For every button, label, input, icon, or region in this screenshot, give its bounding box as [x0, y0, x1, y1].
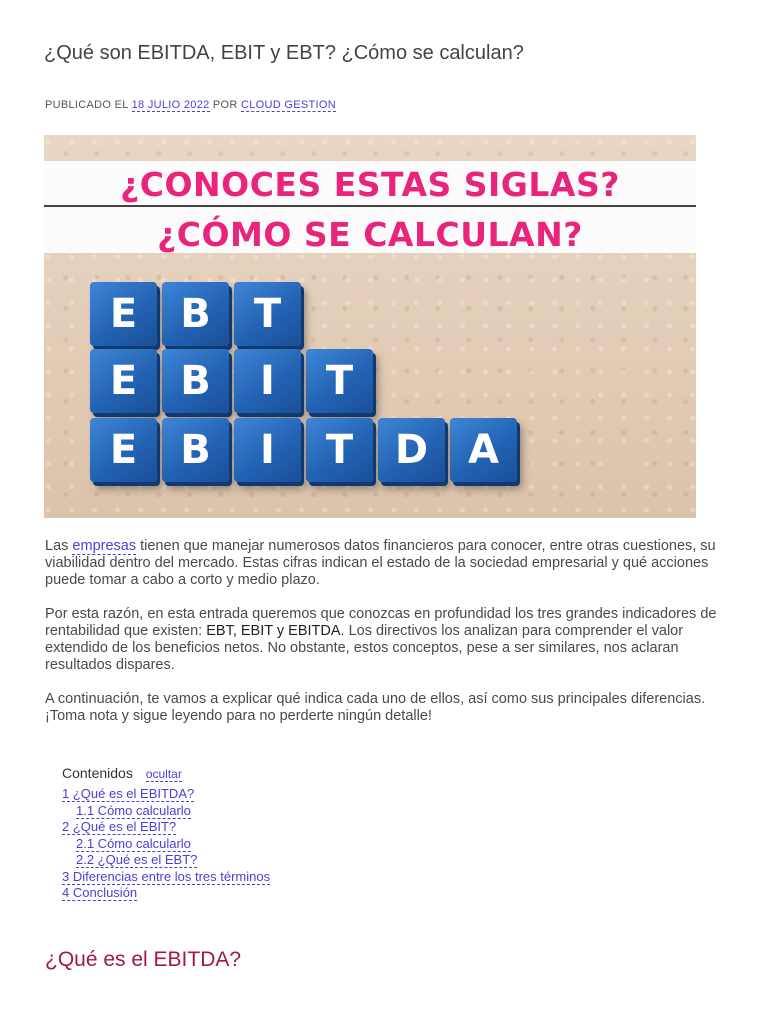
- toc-list: [62, 786, 270, 902]
- toc-link[interactable]: 2 ¿Qué es el EBIT?: [62, 819, 177, 834]
- letter-tile: T: [306, 418, 373, 482]
- p1-text-end: tienen que manejar numerosos datos financieros para conocer, entre otras cuestiones, su viabilidad dentro del mercado. Estas cifras indican el estado de la sociedad empresarial y qué acciones puede tomar a cabo a corto y medio plazo.: [45, 538, 716, 588]
- letter-tile: D: [378, 418, 445, 482]
- toc-link[interactable]: 4 Conclusión: [62, 885, 138, 900]
- toc-link[interactable]: 3 Diferencias entre los tres términos: [62, 868, 271, 884]
- toc-link[interactable]: 2.1 Cómo calcularlo: [76, 835, 191, 851]
- empresas-link[interactable]: empresas: [72, 538, 137, 554]
- letter-tile: E: [90, 282, 157, 346]
- paragraph-1: [45, 538, 725, 589]
- letter-tile: B: [162, 349, 229, 413]
- post-meta: [45, 99, 336, 111]
- letter-tile: I: [234, 418, 301, 482]
- toc-item: [62, 819, 270, 836]
- toc-link[interactable]: 2.2 ¿Qué es el EBT?: [76, 852, 198, 867]
- toc-item: [62, 885, 270, 902]
- letter-tile: I: [234, 349, 301, 413]
- paragraph-3: A continuación, te vamos a explicar qué indica cada uno de ellos, así como sus principales diferencias. ¡Toma nota y sigue leyendo para no perderte ningún detalle!: [45, 691, 706, 724]
- p2-highlight: EBT, EBIT y EBITDA: [206, 623, 341, 639]
- toc-item: [62, 852, 270, 869]
- p1-text-start: Las: [45, 538, 73, 554]
- section-heading: ¿Qué es el EBITDA?: [45, 948, 242, 971]
- paragraph-2: [45, 606, 725, 674]
- hero-headline-1: ¿CONOCES ESTAS SIGLAS?: [120, 165, 620, 204]
- letter-tile: E: [90, 349, 157, 413]
- letter-tile: A: [450, 418, 517, 482]
- letter-tile: T: [306, 349, 373, 413]
- toc-header: [62, 765, 270, 782]
- meta-author-link[interactable]: CLOUD GESTION: [241, 99, 336, 111]
- toc-link[interactable]: 1.1 Cómo calcularlo: [76, 802, 191, 818]
- letter-tile: B: [162, 282, 229, 346]
- toc-item: [62, 786, 270, 803]
- page-title: ¿Qué son EBITDA, EBIT y EBT? ¿Cómo se calculan?: [44, 42, 524, 64]
- meta-published-label: PUBLICADO EL: [45, 99, 129, 111]
- toc-link[interactable]: 1 ¿Qué es el EBITDA?: [62, 786, 195, 801]
- toc-item: [62, 869, 270, 886]
- table-of-contents: [62, 765, 270, 902]
- toc-item: [62, 836, 270, 853]
- toc-item: [62, 803, 270, 820]
- letter-tile: B: [162, 418, 229, 482]
- letter-tile: E: [90, 418, 157, 482]
- toc-toggle-button[interactable]: ocultar: [145, 767, 182, 781]
- letter-tile: T: [234, 282, 301, 346]
- meta-date-link[interactable]: 18 JULIO 2022: [131, 99, 210, 111]
- meta-by-label: POR: [212, 99, 238, 111]
- hero-headline-2: ¿CÓMO SE CALCULAN?: [157, 215, 583, 254]
- p2-text-start: Por esta razón, en esta entrada queremos que conozcas en profundidad los tres grandes indicadores de rentabilidad que existen:: [45, 606, 717, 639]
- hero-divider: [44, 205, 696, 207]
- toc-title: Contenidos: [62, 765, 133, 781]
- article-body: [45, 538, 725, 742]
- p2-text-end: . Los directivos los analizan para comprender el valor extendido de los beneficios netos. No obstante, estos conceptos, pese a ser similares, nos aclaran resultados dispares.: [45, 623, 684, 673]
- hero-image: [44, 135, 696, 518]
